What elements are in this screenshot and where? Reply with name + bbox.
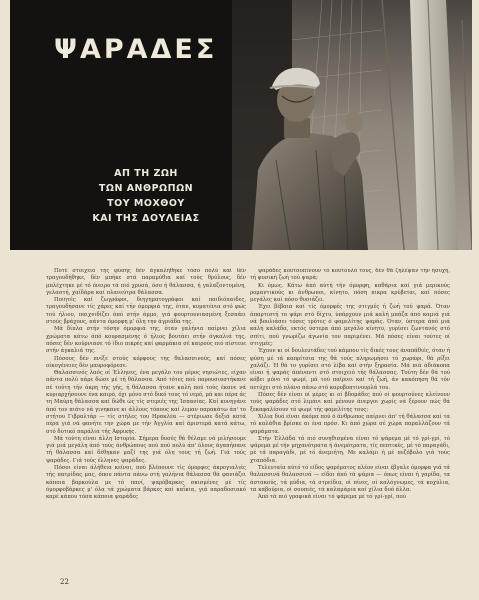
article-column-right — [250, 268, 450, 564]
article-paragraph: Πόσοι είναι άλήθεια κείνοι, πού βλέπουνε τίς όμορφες άκρογιαλιές τής πατρίδας μας, όπου πάντα πάνω στή γαλήνια θάλασσα θά φανιάζει κάποια βαρκούλα με τό πανί, ψαρόβαρκες σκισμένες μέ τίς όμορφοβάρκες μ' όλα τά χρώματα βάρκες καί καΐκια, γιά παραδοσιακό καρέ κάπου τόσα κάποια ψαράδες — [46, 465, 246, 501]
article-subtitle — [46, 166, 246, 226]
article-paragraph: Πόσες δέν είναι οί μέρες κι οί βδομάδες πού οί φουρτούνες κλείνουν τούς ψαράδες στό λιμάνι καί μένουν άνεργοι χωρίς νά ξέρουν πώς θά ξεκαφαλίσουν τό ψωμί τής φαμελίτης τους; — [250, 392, 450, 413]
subtitle-line: ΤΟΥ ΜΟΧΘΟΥ — [107, 198, 185, 209]
article-column-left — [46, 268, 246, 564]
article-paragraph: Θαλασσινός λαός οί Έλληνες, ένα μεγάλο του μέρος νησιώτες, είχαν πάντα πολύ πάρε δώσε μέ τή θάλασσα. Από τότες πού παρουσιαστήκανε σέ τούτη τήν άκρη τής γής, ή θάλασσα ήτανε καλή πού τούς έκανε νά κυριαρχήσουνε ένα καιρό, όχι μόνο στό δικό τους τό νερό, μά και πέρα άς τη Μαύρη θάλασσα καί δώθε ώς τίς στεριές της Ίσπανίας. Καί κυνηγάνε άπό τον πιάτο νά γινηκανε κι άλλους τόπους καί λεμαν παρακάτω άπ' το στήτου Γιβραλτάρ — τίς στήλες του Ηρακλέα — στέριωσε δεξιά κατά πέρα γιά νά φανήτε την χώρα με τήν Άγγλία καί άριστερά κατά κάτω, στό δυτικό παράλια τής Άφρικής. — [46, 370, 246, 435]
article-paragraph: Τελευταία αύτό τό είδος ψαρέματος πλέον είναι έβγαλε όμορφα γιά τά θαλασσινά θαλασσινά — είδοι άπό τά ψάρια — όπως είναι ή γαρίδα, τα άστακούς, τά μύδια, τά στρείδια, οί πίνες, οί καλόγνωμες, τά κοχύλια, τα καβούρια, οί σουπιές, τά καλαμάρια καί χίλια δυό άλλα. — [250, 465, 450, 493]
article-paragraph: Άπό τά πιό γραφικά είναι τό ψάρεμα μέ τό γρί-γρί, πού — [258, 494, 406, 501]
article-paragraph: Στήν Έλλάδα τά πιό συνηθισμένα είναι τό ψάρεμα μέ τό γρί-γρί, τό ψάρεμα μέ τήν μηχανότρατα ή άνεμότρατα, τίς πεπτικές, μέ τό παραγάδι, μέ τά παραγάδι, μέ τό άνεμιήτη. Με καλάμι ή μέ πεζόβολο γιά τούς χταπόδια. — [250, 435, 450, 464]
subtitle-line: ΚΑΙ ΤΗΣ ΔΟΥΛΕΙΑΣ — [92, 213, 200, 224]
article-paragraph: Έχουν κι οί δουλευτάδες τού κάμπου τίς δικές τους άναπάθιές, όταν ή φύση μέ τά καπρίτσια της θά τούς πληρωμήσει τό χωράφι, θά ρίξει χαλάζι. Ή θά το γυρίσει στό λίβα καί στήν ξηρασία. Μά πιά άδιάκοπα είναι ή ψαράς άπέναντι στό στοιχειό τής θάλασσας. Τούτη δέν θά τού κόβει μόνο τό ψωμί, μά τού παίρνει καί τή ζωή, άν κακόπηση θά τόν πετύχει στό πλάνο πάνω στό καροβοπτινουρλά του. — [250, 348, 450, 391]
article-paragraph: Έχει βέβαια καί τίς όμορφές της στιγμές ή ζωή τού ψαρά. Όταν άπαρτιστή το ψάρι στό δίχτυ, ύπάρχουν μιά καλή μπάζα άπό καμιά γιά νά βουλιάσει τόσες τρότες ό φαμελίτης ψαράς. Όταν, ύστερα άπό μιά καλή καλάδα, εκτός ύστερα άπό μεγάλο κίνητο, γυρίσει ζωντανός στό σπίτι, πού γνωρίζω άγωνία τον παριμένει. Μά πόσες είναι τούτες οί στιγμές; — [250, 304, 450, 347]
article-paragraph: Μά τούτη είναι άλλη Ιστορία. Σήμερα δυσές θά θέλαμε νά μιλήσουμε γιά μιά μεγάλη άπό τούς άνθρώπους πού πού πολύ άπ' όλους άγαπήσανε τή θάλασσα καί δέθηκαν μαζί της γιά όλη τους τή ζωή. Γιά τούς ψαράδες. Γιά τούς έλληνες ψαράδες. — [46, 435, 246, 464]
fisherman-photo — [232, 0, 472, 250]
page-number: 22 — [60, 578, 69, 586]
article-paragraph: Μά δίπλα στήν τόσην όμορφιά της, όταν γαλήνια παίρνει χίλια χρώματα κάτω άπό κουρασμένης ό ήλιος βουτάει στήν άγκαλιά της, πόσες δέν κούρνιασε τό ίδιο πικρές καί φαρμάκια σέ καιρούς πιό πίστευε στήν άγκαλιά της. — [46, 326, 246, 355]
article-paragraph: ψαράδες κουτσοπίνουν τό κουτουλό τους, δέν θά ζηλέψαν τήν ήσυχη, τή φυσική ζωή τού ψαρά; — [250, 268, 450, 282]
article-title: ΨΑΡΑΔΕΣ — [54, 34, 218, 65]
subtitle-line: ΑΠ ΤΗ ΖΩΗ — [114, 168, 178, 179]
article-paragraph: Πόσους δέν πνίξε στούς κόρφους της θαλασσινούς, καί πόσες οίκογένειες δέν μαυροφόρεσε. — [46, 355, 246, 369]
hero-banner — [10, 0, 472, 250]
subtitle-line: ΤΩΝ ΑΝΘΡΩΠΩΝ — [98, 183, 194, 194]
article-paragraph: Ποτέ στοιχειό τής φύσης δέν άγκαλήθηκε τόσο πολύ καί δέν τραγουδήθηκε, δέν μπήκε στά παραμύθια καί τούς θρύλους, δέν μπλέχτηκε μέ τό όνειρο τά πιό χρυσά, όσο ή θάλασσα, ή γαλαζοντυμένη, γελαστή, χαϊδάρα καί πλανεύτρα θάλασσα. — [46, 268, 246, 296]
article-paragraph: Χίλια δυό είναι άκόμα πού ό άνθρωπος παίρνει άπ' τή θάλασσα καί τα τό καλάθια βρίσκε αι ένα πρόσ. Κι άπό χώρα σέ χώρα παραλλάζουν τά ψαράματα. — [250, 413, 450, 435]
article-paragraph: Κι όμως. Κάτω άπό αύτή τήν όμορφη, καθάρια καί γιά μερικούς ρομαντικούς κι άνθρωποι, κίνητο, πόση πικρα κρύβεται, καί πόσες μεγάλες καί πόσο θυσιάζει. — [250, 282, 450, 304]
article-paragraph: Ποιητές καί ζωγράφοι, διηγηματογράφοι καί παιδιόπαιδες, τραγουδήσανε τίς χάρες καί τήν όμορφιά της, όταν, κυματένια στό φώς τού ήλιου, παιχνιδίζει άπό στήν άμμο, γιά φουρτουνιασμένη ξεσπάει στούς βράχους, πάντα όμορφη μ' όλη την άγριάδα της. — [46, 297, 246, 326]
